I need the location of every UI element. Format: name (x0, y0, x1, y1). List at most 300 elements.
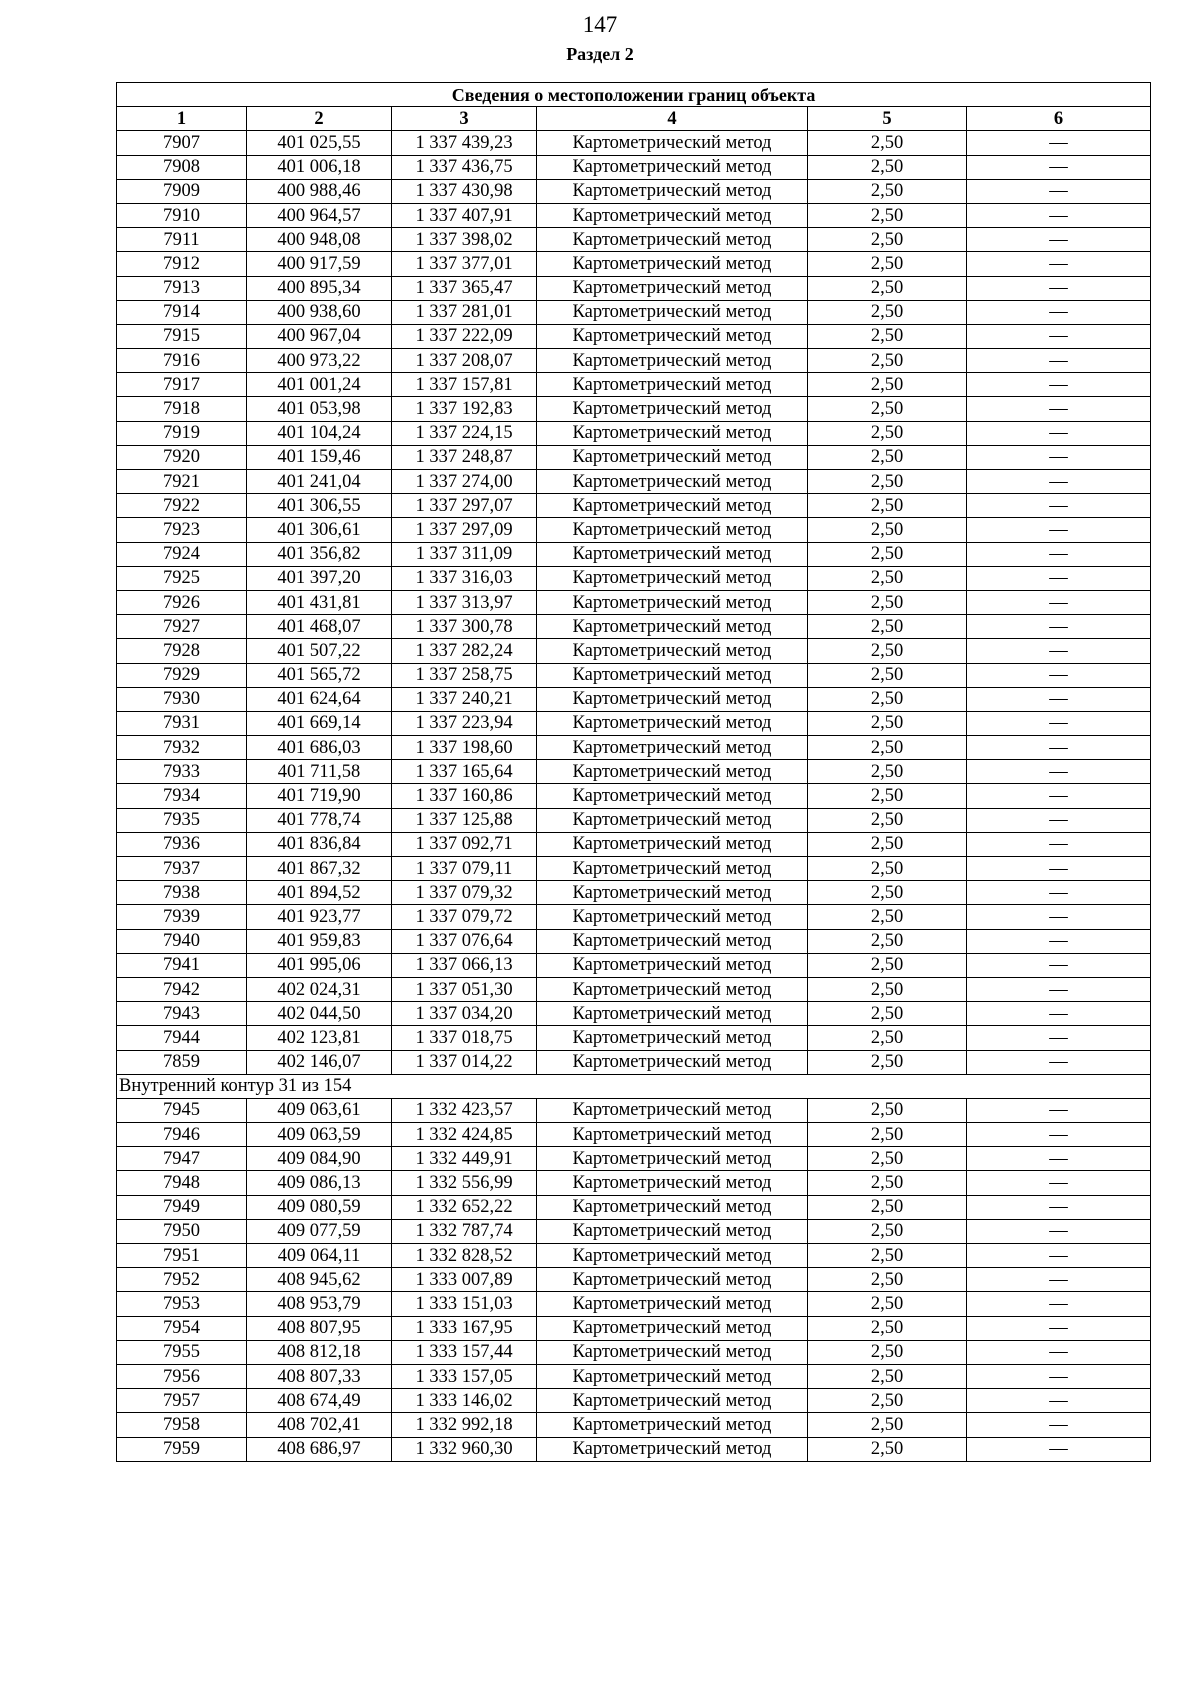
coordinate-y-cell: 1 333 146,02 (392, 1389, 537, 1413)
coordinate-y-cell: 1 337 223,94 (392, 711, 537, 735)
method-cell: Картометрический метод (537, 1316, 808, 1340)
coordinate-x-cell: 401 356,82 (247, 542, 392, 566)
point-number-cell: 7936 (117, 832, 247, 856)
coordinate-x-cell: 400 967,04 (247, 324, 392, 348)
method-cell: Картометрический метод (537, 542, 808, 566)
table-row (117, 1026, 1151, 1050)
accuracy-cell: 2,50 (808, 131, 967, 155)
column-number: 6 (967, 107, 1151, 131)
note-cell: — (967, 1123, 1151, 1147)
note-cell: — (967, 832, 1151, 856)
accuracy-cell: 2,50 (808, 905, 967, 929)
table-row (117, 1437, 1151, 1461)
point-number-cell: 7955 (117, 1340, 247, 1364)
method-cell: Картометрический метод (537, 1389, 808, 1413)
coordinate-x-cell: 400 938,60 (247, 300, 392, 324)
point-number-cell: 7912 (117, 252, 247, 276)
note-cell: — (967, 470, 1151, 494)
coordinate-x-cell: 401 006,18 (247, 155, 392, 179)
table-row (117, 832, 1151, 856)
coordinate-x-cell: 408 953,79 (247, 1292, 392, 1316)
coordinate-x-cell: 409 086,13 (247, 1171, 392, 1195)
table-row (117, 687, 1151, 711)
method-cell: Картометрический метод (537, 566, 808, 590)
table-row (117, 566, 1151, 590)
coordinate-x-cell: 409 077,59 (247, 1219, 392, 1243)
coordinate-x-cell: 408 702,41 (247, 1413, 392, 1437)
point-number-cell: 7932 (117, 736, 247, 760)
coordinate-y-cell: 1 332 787,74 (392, 1219, 537, 1243)
table-row (117, 324, 1151, 348)
point-number-cell: 7935 (117, 808, 247, 832)
table-row (117, 518, 1151, 542)
point-number-cell: 7859 (117, 1050, 247, 1074)
note-cell: — (967, 203, 1151, 227)
coordinate-x-cell: 400 973,22 (247, 349, 392, 373)
method-cell: Картометрический метод (537, 324, 808, 348)
coordinate-y-cell: 1 337 224,15 (392, 421, 537, 445)
accuracy-cell: 2,50 (808, 373, 967, 397)
note-cell: — (967, 566, 1151, 590)
coordinate-y-cell: 1 332 423,57 (392, 1098, 537, 1122)
accuracy-cell: 2,50 (808, 881, 967, 905)
point-number-cell: 7916 (117, 349, 247, 373)
coordinate-x-cell: 401 836,84 (247, 832, 392, 856)
coordinate-y-cell: 1 332 960,30 (392, 1437, 537, 1461)
method-cell: Картометрический метод (537, 760, 808, 784)
column-number: 2 (247, 107, 392, 131)
point-number-cell: 7942 (117, 977, 247, 1001)
method-cell: Картометрический метод (537, 953, 808, 977)
point-number-cell: 7944 (117, 1026, 247, 1050)
point-number-cell: 7908 (117, 155, 247, 179)
accuracy-cell: 2,50 (808, 203, 967, 227)
accuracy-cell: 2,50 (808, 977, 967, 1001)
table-row (117, 1268, 1151, 1292)
coordinate-x-cell: 401 025,55 (247, 131, 392, 155)
point-number-cell: 7947 (117, 1147, 247, 1171)
coordinate-y-cell: 1 337 198,60 (392, 736, 537, 760)
coordinate-x-cell: 402 024,31 (247, 977, 392, 1001)
method-cell: Картометрический метод (537, 1002, 808, 1026)
coordinate-x-cell: 401 468,07 (247, 615, 392, 639)
accuracy-cell: 2,50 (808, 687, 967, 711)
coordinate-x-cell: 401 959,83 (247, 929, 392, 953)
column-number: 4 (537, 107, 808, 131)
coordinate-y-cell: 1 333 007,89 (392, 1268, 537, 1292)
accuracy-cell: 2,50 (808, 639, 967, 663)
coordinate-y-cell: 1 333 157,44 (392, 1340, 537, 1364)
method-cell: Картометрический метод (537, 276, 808, 300)
point-number-cell: 7943 (117, 1002, 247, 1026)
coordinate-y-cell: 1 337 018,75 (392, 1026, 537, 1050)
table-row (117, 953, 1151, 977)
accuracy-cell: 2,50 (808, 1147, 967, 1171)
accuracy-cell: 2,50 (808, 857, 967, 881)
method-cell: Картометрический метод (537, 1098, 808, 1122)
table-row (117, 131, 1151, 155)
coordinate-y-cell: 1 337 258,75 (392, 663, 537, 687)
coordinate-x-cell: 400 895,34 (247, 276, 392, 300)
note-cell: — (967, 324, 1151, 348)
accuracy-cell: 2,50 (808, 324, 967, 348)
point-number-cell: 7948 (117, 1171, 247, 1195)
note-cell: — (967, 1147, 1151, 1171)
coordinate-y-cell: 1 337 014,22 (392, 1050, 537, 1074)
table-row (117, 373, 1151, 397)
point-number-cell: 7917 (117, 373, 247, 397)
coordinate-y-cell: 1 337 313,97 (392, 590, 537, 614)
method-cell: Картометрический метод (537, 711, 808, 735)
method-cell: Картометрический метод (537, 881, 808, 905)
accuracy-cell: 2,50 (808, 542, 967, 566)
note-cell: — (967, 977, 1151, 1001)
table-caption: Сведения о местоположении границ объекта (117, 83, 1151, 107)
note-cell: — (967, 397, 1151, 421)
note-cell: — (967, 179, 1151, 203)
method-cell: Картометрический метод (537, 228, 808, 252)
note-cell: — (967, 929, 1151, 953)
note-cell: — (967, 1340, 1151, 1364)
coordinate-y-cell: 1 332 652,22 (392, 1195, 537, 1219)
coordinate-x-cell: 402 146,07 (247, 1050, 392, 1074)
method-cell: Картометрический метод (537, 179, 808, 203)
accuracy-cell: 2,50 (808, 1098, 967, 1122)
column-number: 3 (392, 107, 537, 131)
accuracy-cell: 2,50 (808, 1050, 967, 1074)
coordinate-x-cell: 400 917,59 (247, 252, 392, 276)
note-cell: — (967, 615, 1151, 639)
accuracy-cell: 2,50 (808, 228, 967, 252)
coordinate-y-cell: 1 337 274,00 (392, 470, 537, 494)
note-cell: — (967, 421, 1151, 445)
note-cell: — (967, 1002, 1151, 1026)
method-cell: Картометрический метод (537, 1437, 808, 1461)
table-row (117, 494, 1151, 518)
accuracy-cell: 2,50 (808, 1244, 967, 1268)
page-number: 147 (582, 12, 618, 37)
note-cell: — (967, 639, 1151, 663)
coordinate-y-cell: 1 337 430,98 (392, 179, 537, 203)
coordinate-x-cell: 408 807,95 (247, 1316, 392, 1340)
coordinate-x-cell: 401 711,58 (247, 760, 392, 784)
accuracy-cell: 2,50 (808, 494, 967, 518)
accuracy-cell: 2,50 (808, 1219, 967, 1243)
accuracy-cell: 2,50 (808, 445, 967, 469)
coordinate-x-cell: 401 104,24 (247, 421, 392, 445)
note-cell: — (967, 1437, 1151, 1461)
point-number-cell: 7925 (117, 566, 247, 590)
coordinate-x-cell: 400 948,08 (247, 228, 392, 252)
point-number-cell: 7907 (117, 131, 247, 155)
table-row (117, 663, 1151, 687)
accuracy-cell: 2,50 (808, 566, 967, 590)
coordinate-x-cell: 408 807,33 (247, 1364, 392, 1388)
coordinate-y-cell: 1 337 240,21 (392, 687, 537, 711)
method-cell: Картометрический метод (537, 397, 808, 421)
note-cell: — (967, 1244, 1151, 1268)
coordinate-y-cell: 1 337 051,30 (392, 977, 537, 1001)
coordinate-y-cell: 1 337 092,71 (392, 832, 537, 856)
method-cell: Картометрический метод (537, 300, 808, 324)
accuracy-cell: 2,50 (808, 832, 967, 856)
table-row (117, 711, 1151, 735)
accuracy-cell: 2,50 (808, 1002, 967, 1026)
point-number-cell: 7957 (117, 1389, 247, 1413)
note-cell: — (967, 1050, 1151, 1074)
method-cell: Картометрический метод (537, 590, 808, 614)
accuracy-cell: 2,50 (808, 1195, 967, 1219)
coordinate-y-cell: 1 337 282,24 (392, 639, 537, 663)
coordinate-x-cell: 409 063,59 (247, 1123, 392, 1147)
note-cell: — (967, 1026, 1151, 1050)
coordinate-y-cell: 1 337 165,64 (392, 760, 537, 784)
note-cell: — (967, 445, 1151, 469)
coordinate-x-cell: 401 241,04 (247, 470, 392, 494)
table-row (117, 905, 1151, 929)
note-cell: — (967, 808, 1151, 832)
coordinate-x-cell: 408 686,97 (247, 1437, 392, 1461)
table-row (117, 470, 1151, 494)
column-number-row (117, 107, 1151, 131)
coordinate-x-cell: 409 080,59 (247, 1195, 392, 1219)
point-number-cell: 7919 (117, 421, 247, 445)
coordinate-y-cell: 1 337 034,20 (392, 1002, 537, 1026)
column-number: 5 (808, 107, 967, 131)
table-row (117, 1050, 1151, 1074)
coordinate-x-cell: 401 053,98 (247, 397, 392, 421)
coordinate-x-cell: 401 894,52 (247, 881, 392, 905)
method-cell: Картометрический метод (537, 905, 808, 929)
coordinate-x-cell: 401 669,14 (247, 711, 392, 735)
coordinate-x-cell: 401 624,64 (247, 687, 392, 711)
coordinate-x-cell: 401 306,61 (247, 518, 392, 542)
note-cell: — (967, 228, 1151, 252)
method-cell: Картометрический метод (537, 203, 808, 227)
coordinate-y-cell: 1 337 281,01 (392, 300, 537, 324)
table-row (117, 760, 1151, 784)
coordinate-x-cell: 401 923,77 (247, 905, 392, 929)
method-cell: Картометрический метод (537, 1147, 808, 1171)
table-row (117, 300, 1151, 324)
point-number-cell: 7959 (117, 1437, 247, 1461)
coordinate-y-cell: 1 337 192,83 (392, 397, 537, 421)
coordinate-x-cell: 408 674,49 (247, 1389, 392, 1413)
note-cell: — (967, 1389, 1151, 1413)
table-row (117, 1195, 1151, 1219)
note-cell: — (967, 1171, 1151, 1195)
point-number-cell: 7933 (117, 760, 247, 784)
table-row (117, 1413, 1151, 1437)
table-row (117, 590, 1151, 614)
table-row (117, 857, 1151, 881)
table-row (117, 1316, 1151, 1340)
accuracy-cell: 2,50 (808, 1123, 967, 1147)
method-cell: Картометрический метод (537, 470, 808, 494)
table-row (117, 542, 1151, 566)
method-cell: Картометрический метод (537, 252, 808, 276)
method-cell: Картометрический метод (537, 832, 808, 856)
coordinate-x-cell: 401 397,20 (247, 566, 392, 590)
coordinate-x-cell: 408 812,18 (247, 1340, 392, 1364)
point-number-cell: 7928 (117, 639, 247, 663)
method-cell: Картометрический метод (537, 494, 808, 518)
table-row (117, 1292, 1151, 1316)
point-number-cell: 7956 (117, 1364, 247, 1388)
coordinate-y-cell: 1 337 316,03 (392, 566, 537, 590)
method-cell: Картометрический метод (537, 663, 808, 687)
method-cell: Картометрический метод (537, 1268, 808, 1292)
coordinate-x-cell: 401 159,46 (247, 445, 392, 469)
note-cell: — (967, 131, 1151, 155)
coordinate-x-cell: 401 431,81 (247, 590, 392, 614)
boundary-coordinates-table (116, 82, 1151, 1462)
coordinate-y-cell: 1 333 157,05 (392, 1364, 537, 1388)
note-cell: — (967, 155, 1151, 179)
note-cell: — (967, 494, 1151, 518)
coordinate-y-cell: 1 337 377,01 (392, 252, 537, 276)
coordinate-x-cell: 409 064,11 (247, 1244, 392, 1268)
coordinate-y-cell: 1 337 365,47 (392, 276, 537, 300)
contour-label: Внутренний контур 31 из 154 (117, 1074, 1151, 1098)
point-number-cell: 7934 (117, 784, 247, 808)
note-cell: — (967, 300, 1151, 324)
accuracy-cell: 2,50 (808, 663, 967, 687)
accuracy-cell: 2,50 (808, 808, 967, 832)
coordinate-x-cell: 402 044,50 (247, 1002, 392, 1026)
point-number-cell: 7922 (117, 494, 247, 518)
method-cell: Картометрический метод (537, 349, 808, 373)
note-cell: — (967, 857, 1151, 881)
coordinate-y-cell: 1 332 828,52 (392, 1244, 537, 1268)
point-number-cell: 7924 (117, 542, 247, 566)
table-row (117, 1219, 1151, 1243)
accuracy-cell: 2,50 (808, 615, 967, 639)
accuracy-cell: 2,50 (808, 300, 967, 324)
coordinate-y-cell: 1 332 556,99 (392, 1171, 537, 1195)
table-row (117, 349, 1151, 373)
table-body (117, 131, 1151, 1461)
note-cell: — (967, 1268, 1151, 1292)
note-cell: — (967, 1292, 1151, 1316)
note-cell: — (967, 760, 1151, 784)
coordinate-y-cell: 1 337 160,86 (392, 784, 537, 808)
method-cell: Картометрический метод (537, 1340, 808, 1364)
coordinate-y-cell: 1 332 992,18 (392, 1413, 537, 1437)
accuracy-cell: 2,50 (808, 1316, 967, 1340)
point-number-cell: 7911 (117, 228, 247, 252)
table-row (117, 421, 1151, 445)
point-number-cell: 7940 (117, 929, 247, 953)
note-cell: — (967, 736, 1151, 760)
method-cell: Картометрический метод (537, 929, 808, 953)
table-row (117, 736, 1151, 760)
note-cell: — (967, 276, 1151, 300)
point-number-cell: 7909 (117, 179, 247, 203)
coordinate-x-cell: 401 306,55 (247, 494, 392, 518)
coordinate-y-cell: 1 337 066,13 (392, 953, 537, 977)
method-cell: Картометрический метод (537, 518, 808, 542)
coordinate-y-cell: 1 337 398,02 (392, 228, 537, 252)
accuracy-cell: 2,50 (808, 1171, 967, 1195)
point-number-cell: 7910 (117, 203, 247, 227)
method-cell: Картометрический метод (537, 1413, 808, 1437)
accuracy-cell: 2,50 (808, 1389, 967, 1413)
coordinate-x-cell: 401 778,74 (247, 808, 392, 832)
method-cell: Картометрический метод (537, 1123, 808, 1147)
accuracy-cell: 2,50 (808, 711, 967, 735)
accuracy-cell: 2,50 (808, 470, 967, 494)
column-number: 1 (117, 107, 247, 131)
table-row (117, 784, 1151, 808)
coordinate-y-cell: 1 337 297,09 (392, 518, 537, 542)
coordinate-y-cell: 1 337 157,81 (392, 373, 537, 397)
coordinate-x-cell: 409 063,61 (247, 1098, 392, 1122)
point-number-cell: 7921 (117, 470, 247, 494)
point-number-cell: 7913 (117, 276, 247, 300)
coordinate-y-cell: 1 337 079,72 (392, 905, 537, 929)
table-row (117, 1340, 1151, 1364)
table-row (117, 228, 1151, 252)
table-row (117, 1171, 1151, 1195)
coordinate-y-cell: 1 332 424,85 (392, 1123, 537, 1147)
note-cell: — (967, 1098, 1151, 1122)
coordinate-x-cell: 401 507,22 (247, 639, 392, 663)
note-cell: — (967, 1413, 1151, 1437)
coordinate-x-cell: 401 686,03 (247, 736, 392, 760)
point-number-cell: 7938 (117, 881, 247, 905)
table-row (117, 1364, 1151, 1388)
coordinate-x-cell: 401 001,24 (247, 373, 392, 397)
table-row (117, 881, 1151, 905)
note-cell: — (967, 711, 1151, 735)
table-row (117, 203, 1151, 227)
table-row (117, 1147, 1151, 1171)
coordinate-y-cell: 1 337 208,07 (392, 349, 537, 373)
method-cell: Картометрический метод (537, 445, 808, 469)
method-cell: Картометрический метод (537, 1219, 808, 1243)
note-cell: — (967, 518, 1151, 542)
coordinate-y-cell: 1 337 311,09 (392, 542, 537, 566)
accuracy-cell: 2,50 (808, 155, 967, 179)
method-cell: Картометрический метод (537, 687, 808, 711)
table-row (117, 1002, 1151, 1026)
accuracy-cell: 2,50 (808, 1437, 967, 1461)
point-number-cell: 7951 (117, 1244, 247, 1268)
coordinate-y-cell: 1 337 297,07 (392, 494, 537, 518)
coordinate-y-cell: 1 337 079,11 (392, 857, 537, 881)
coordinate-y-cell: 1 333 167,95 (392, 1316, 537, 1340)
accuracy-cell: 2,50 (808, 590, 967, 614)
point-number-cell: 7939 (117, 905, 247, 929)
method-cell: Картометрический метод (537, 1292, 808, 1316)
coordinate-x-cell: 401 565,72 (247, 663, 392, 687)
point-number-cell: 7954 (117, 1316, 247, 1340)
coordinate-x-cell: 401 719,90 (247, 784, 392, 808)
note-cell: — (967, 905, 1151, 929)
point-number-cell: 7949 (117, 1195, 247, 1219)
method-cell: Картометрический метод (537, 131, 808, 155)
point-number-cell: 7915 (117, 324, 247, 348)
point-number-cell: 7952 (117, 1268, 247, 1292)
table-row (117, 445, 1151, 469)
coordinate-y-cell: 1 333 151,03 (392, 1292, 537, 1316)
accuracy-cell: 2,50 (808, 421, 967, 445)
method-cell: Картометрический метод (537, 155, 808, 179)
point-number-cell: 7958 (117, 1413, 247, 1437)
point-number-cell: 7927 (117, 615, 247, 639)
accuracy-cell: 2,50 (808, 1292, 967, 1316)
